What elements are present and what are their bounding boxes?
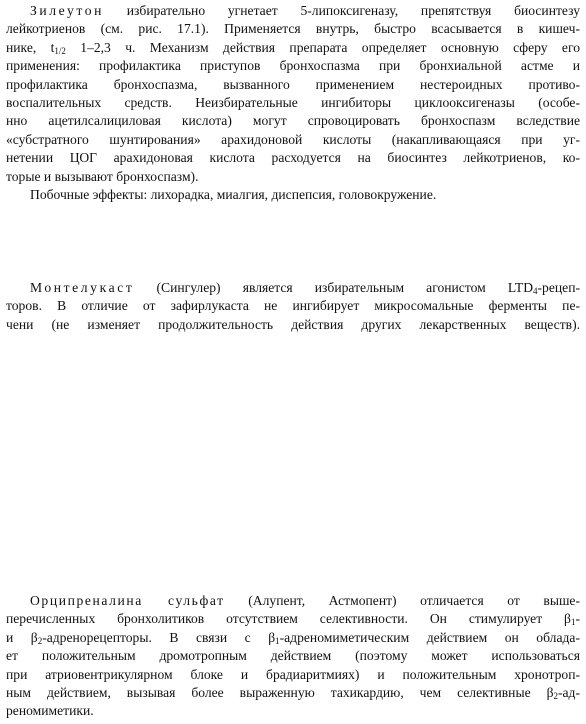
text-line: чени (не изменяет продолжительность действия других лекарственных веществ).	[6, 316, 580, 332]
text-line: ным действием, вызывая более выраженную тахикардию, чем селективные $\beta_2-ад-$	[6, 685, 580, 702]
text-line: перечисленных бронхолитиков отсутствием селективности. Он стимулирует $\beta_1-$	[6, 611, 580, 628]
paragraph-zileuton	[6, 2, 580, 204]
paragraph-orciprenaline	[6, 592, 580, 721]
text-line: при атриовентрикулярном блоке и брадиаритмиях) и положительным хронотроп-	[6, 666, 580, 682]
text-line: и $\beta_2$-адренорецепторы. В связи с $\beta_1$-адреномиметическим действием он облада-	[6, 629, 580, 646]
drug-name-orciprenaline: Орципреналина сульфат	[30, 593, 225, 608]
text-line: «субстратного шунтирования» арахидоновой кислоты (накапливающаяся при уг-	[6, 131, 580, 147]
text-line: применения: профилактика приступов бронхоспазма при бронхиальной астме и	[6, 58, 580, 74]
text-line: ет положительным дромотропным действием (поэтому может использоваться	[6, 648, 580, 664]
text-line: лейкотриенов (см. рис. 17.1). Применяется внутрь, быстро всасывается в кишеч-	[6, 21, 580, 37]
text-line: нно ацетилсалициловая кислота) могут спровоцировать бронхоспазм вследствие	[6, 113, 580, 129]
paragraph-montelukast	[6, 279, 580, 334]
receptor-subscript: 4	[533, 286, 538, 296]
text-line: Зилеутон избирательно угнетает 5-липоксигеназу, препятствуя биосинтезу	[30, 3, 580, 18]
text-line: профилактика бронхоспазма, вызванного применением нестероидных противо-	[6, 76, 580, 92]
drug-name-montelukast: Монтелукаст	[30, 280, 135, 295]
text-line: нетении ЦОГ арахидоновая кислота расходуется на биосинтез лейкотриенов, ко-	[6, 150, 580, 166]
text-line: торов. В отличие от зафирлукаста не ингибирует микросомальные ферменты пе-	[6, 298, 580, 314]
text-line: торые и вызывают бронхоспазм).	[6, 168, 199, 184]
half-life-subscript: 1/2	[54, 45, 66, 56]
text-line: Монтелукаст (Сингулер) является избирательным агонистом $LTD_4-рецеп-$	[30, 280, 580, 296]
side-effects-line: Побочные эффекты: лихорадка, миалгия, диспепсия, головокружение.	[30, 187, 437, 203]
drug-name-zileuton: Зилеутон	[30, 3, 104, 18]
text-line: Орципреналина сульфат (Алупент, Астмопент) отличается от выше-	[30, 593, 580, 608]
text-line: реномиметики.	[6, 703, 94, 719]
text-line: нике, $t_{1/2}$ 1–2,3 ч. Механизм действия препарата определяет основную сферу его	[6, 39, 580, 56]
text-line: воспалительных средств. Неизбирательные ингибиторы циклооксигеназы (особе-	[6, 95, 580, 111]
